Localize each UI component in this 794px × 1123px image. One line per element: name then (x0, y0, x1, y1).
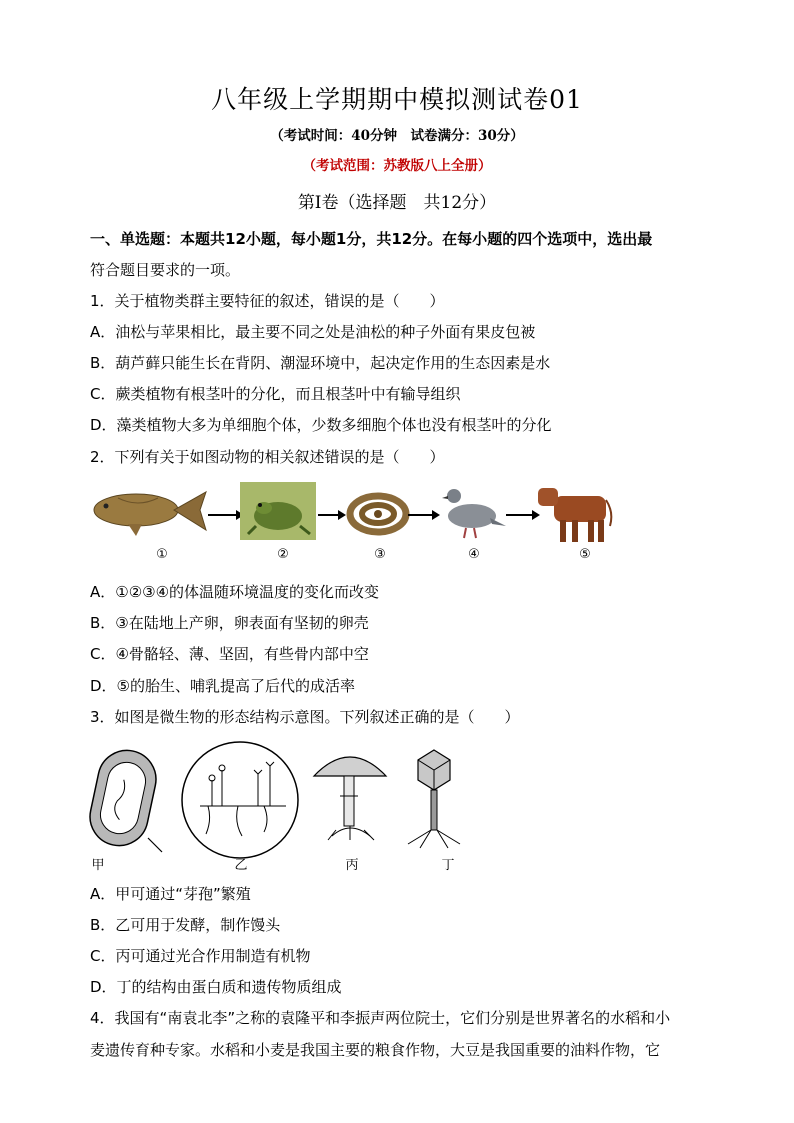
animal-label-5: ⑤ (579, 547, 591, 562)
animal-figure (88, 478, 618, 550)
question-3-option-b: B．乙可用于发酵，制作馒头 (90, 916, 281, 934)
arrow-3 (408, 510, 440, 520)
question-2-option-c: C．④骨骼轻、薄、坚固，有些骨内部中空 (90, 645, 369, 663)
animal-label-4: ④ (468, 547, 480, 562)
arrow-4 (506, 510, 540, 520)
mushroom-image (314, 757, 386, 840)
arrow-2 (318, 510, 346, 520)
question-4-stem-cont: 麦遗传育种专家。水稻和小麦是我国主要的粮食作物，大豆是我国重要的油料作物，它 (90, 1041, 661, 1059)
bacterium-image (85, 745, 162, 852)
snake-image (350, 496, 406, 532)
question-1-option-c: C．蕨类植物有根茎叶的分化，而且根茎叶中有输导组织 (90, 385, 461, 403)
microbe-label-ding: 丁 (441, 858, 455, 873)
question-1-stem: 1．关于植物类群主要特征的叙述，错误的是（ ） (90, 292, 445, 310)
question-1-option-a: A．油松与苹果相比，最主要不同之处是油松的种子外面有果皮包被 (90, 323, 536, 341)
animal-label-3: ③ (374, 547, 386, 562)
exam-scope: （考试范围：苏教版八上全册） (302, 158, 492, 174)
page-title: 八年级上学期期中模拟测试卷01 (211, 85, 583, 114)
question-2-option-d: D．⑤的胎生、哺乳提高了后代的成活率 (90, 677, 355, 695)
cow-image (538, 488, 611, 542)
microbe-label-yi: 乙 (234, 858, 248, 873)
pigeon-image (442, 489, 506, 538)
frog-image (240, 482, 316, 540)
question-3-option-c: C．丙可通过光合作用制造有机物 (90, 947, 311, 965)
exam-meta: （考试时间：40分钟 试卷满分：30分） (270, 128, 524, 144)
question-4-stem: 4．我国有“南袁北李”之称的袁隆平和李振声两位院士，它们分别是世界著名的水稻和小 (90, 1009, 671, 1027)
question-2-option-b: B．③在陆地上产卵，卵表面有坚韧的卵壳 (90, 614, 369, 632)
microbe-label-jia: 甲 (91, 858, 105, 873)
arrow-1 (208, 510, 244, 520)
animal-label-2: ② (277, 547, 289, 562)
section-heading-cont: 符合题目要求的一项。 (90, 261, 241, 279)
question-1-option-d: D．藻类植物大多为单细胞个体，少数多细胞个体也没有根茎叶的分化 (90, 416, 552, 434)
fish-image (94, 492, 206, 536)
mold-image (182, 742, 298, 858)
question-3-option-d: D．丁的结构由蛋白质和遗传物质组成 (90, 978, 342, 996)
microbe-label-bing: 丙 (345, 858, 359, 873)
question-2-option-a: A．①②③④的体温随环境温度的变化而改变 (90, 583, 380, 601)
part-heading: 第Ⅰ卷（选择题 共12分） (297, 193, 497, 213)
animal-label-1: ① (156, 547, 168, 562)
microbe-figure (88, 740, 488, 852)
phage-image (408, 750, 460, 848)
question-3-stem: 3．如图是微生物的形态结构示意图。下列叙述正确的是（ ） (90, 708, 520, 726)
question-2-stem: 2．下列有关于如图动物的相关叙述错误的是（ ） (90, 448, 445, 466)
question-1-option-b: B．葫芦藓只能生长在背阴、潮湿环境中，起决定作用的生态因素是水 (90, 354, 551, 372)
question-3-option-a: A．甲可通过“芽孢”繁殖 (90, 885, 251, 903)
section-heading: 一、单选题：本题共12小题，每小题1分，共12分。在每小题的四个选项中，选出最 (90, 230, 653, 248)
